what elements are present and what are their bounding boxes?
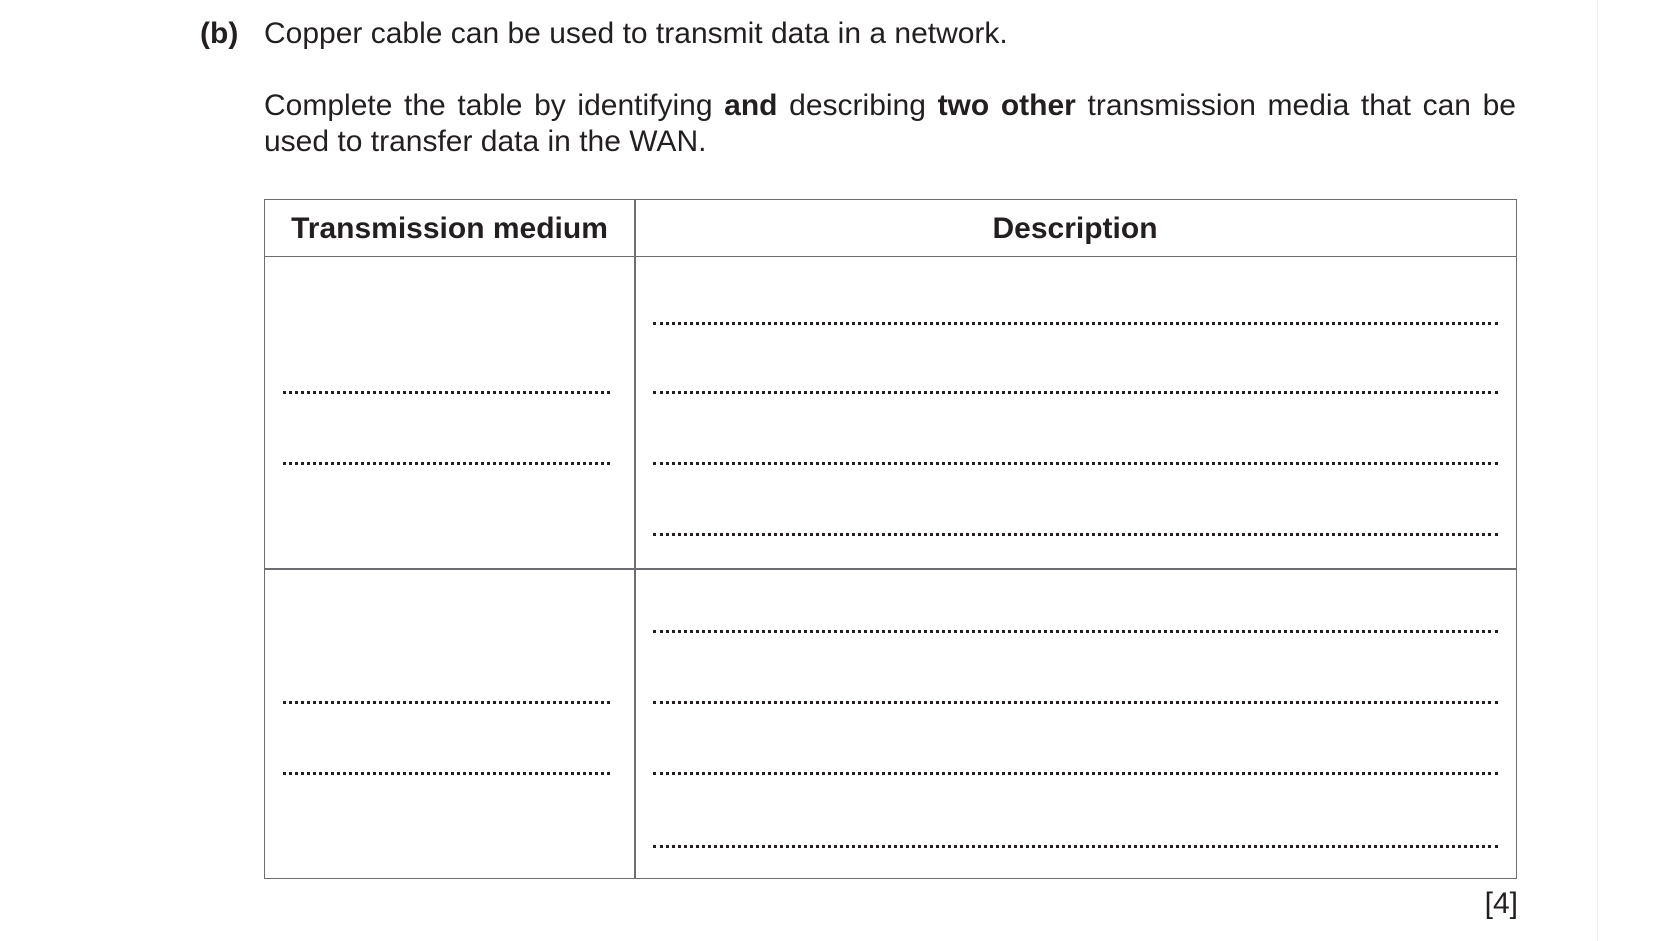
question-statement: Copper cable can be used to transmit data in a network. bbox=[264, 17, 1008, 50]
instruction-bold-1: and bbox=[724, 89, 778, 122]
header-description: Description bbox=[992, 212, 1158, 245]
description-answer-line[interactable] bbox=[653, 845, 1498, 848]
description-answer-line[interactable] bbox=[653, 701, 1498, 704]
part-label: (b) bbox=[200, 17, 239, 50]
description-answer-line[interactable] bbox=[653, 533, 1498, 536]
marks-indicator: [4] bbox=[1484, 887, 1518, 920]
medium-answer-line[interactable] bbox=[283, 772, 610, 775]
description-answer-line[interactable] bbox=[653, 322, 1498, 325]
description-answer-line[interactable] bbox=[653, 462, 1498, 465]
page-edge bbox=[1597, 0, 1598, 941]
instruction-text-1: Complete the table by identifying bbox=[264, 89, 725, 122]
instruction-text-2: describing bbox=[777, 89, 938, 122]
question-instruction bbox=[264, 88, 1516, 160]
description-answer-line[interactable] bbox=[653, 391, 1498, 394]
description-answer-line[interactable] bbox=[653, 630, 1498, 633]
answer-table bbox=[264, 199, 1517, 879]
instruction-text-3: transmission media that can be used to transfer data in the WAN. bbox=[264, 89, 1516, 158]
medium-answer-line[interactable] bbox=[283, 701, 610, 704]
medium-answer-line[interactable] bbox=[283, 391, 610, 394]
instruction-bold-2: two other bbox=[937, 89, 1076, 122]
row-divider bbox=[265, 568, 1516, 570]
header-transmission-medium: Transmission medium bbox=[291, 212, 608, 245]
medium-answer-line[interactable] bbox=[283, 462, 610, 465]
column-divider bbox=[634, 200, 636, 878]
description-answer-line[interactable] bbox=[653, 772, 1498, 775]
table-header-row bbox=[265, 200, 1516, 257]
